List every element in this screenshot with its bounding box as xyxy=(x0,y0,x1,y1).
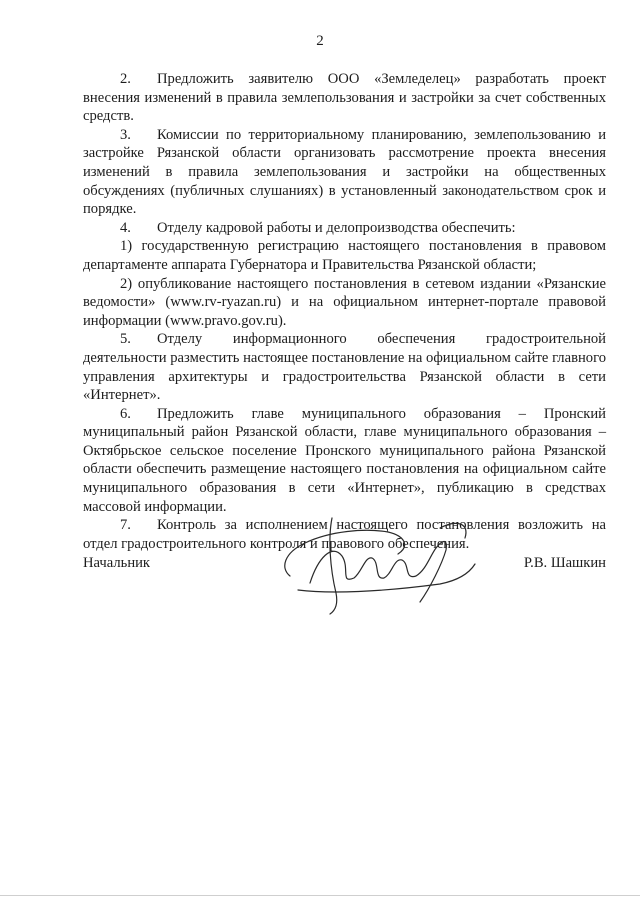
paragraph-text: Предложить заявителю ООО «Земледелец» разработать проект внесения изменений в правила землепользования и застройки за счет собственных средств. xyxy=(83,71,606,125)
signature-block xyxy=(83,555,606,585)
signatory-name: Р.В. Шашкин xyxy=(523,555,606,571)
page-number: 2 xyxy=(316,33,324,49)
page-bottom-divider xyxy=(0,895,640,896)
paragraph-text: Отделу информационного обеспечения градостроительной деятельности разместить настоящее постановление на официальном сайте главного управления архитектуры и градостроительства Рязанской области в сети «Интернет». xyxy=(83,331,606,404)
paragraph-text: Отделу кадровой работы и делопроизводства обеспечить: xyxy=(157,219,516,236)
document-body xyxy=(83,70,606,553)
paragraph-text: Комиссии по территориальному планированию, землепользованию и застройке Рязанской области организовать рассмотрение проекта внесения изменений в правила землепользования и застройки на общественных обсуждениях (публичных слушаниях) в установленный законодательством срок и порядке. xyxy=(83,126,606,218)
paragraph-number: 2. xyxy=(120,71,131,87)
paragraph-4-item-1 xyxy=(83,237,606,274)
paragraph-number: 6. xyxy=(120,405,131,422)
paragraph-2 xyxy=(83,70,606,126)
paragraph-text: Предложить главе муниципального образования – Пронский муниципальный район Рязанской области, главе муниципального образования – Октябрьское сельское поселение Пронского муниципального района Рязанской области обеспечить размещение настоящего постановления на официальном сайте муниципального образования в сети «Интернет», публикацию в средствах массовой информации. xyxy=(83,405,606,515)
paragraph-number: 4. xyxy=(120,219,131,236)
paragraph-5 xyxy=(83,330,606,404)
paragraph-number: 3. xyxy=(120,126,131,143)
paragraph-number: 5. xyxy=(120,331,131,348)
paragraph-number: 7. xyxy=(120,517,131,534)
paragraph-text: 1) государственную регистрацию настоящего постановления в правовом департаменте аппарата Губернатора и Правительства Рязанской области; xyxy=(83,238,606,273)
signatory-title: Начальник xyxy=(83,555,151,571)
paragraph-4 xyxy=(83,219,606,238)
paragraph-4-item-2 xyxy=(83,275,606,331)
paragraph-text: 2) опубликование настоящего постановления в сетевом издании «Рязанские ведомости» (www.rv-ryazan.ru) и на официальном интернет-портале правовой информации (www.pravo.gov.ru). xyxy=(83,275,606,329)
paragraph-3 xyxy=(83,126,606,219)
paragraph-text: Контроль за исполнением настоящего постановления возложить на отдел градостроительного контроля и правового обеспечения. xyxy=(83,517,606,552)
